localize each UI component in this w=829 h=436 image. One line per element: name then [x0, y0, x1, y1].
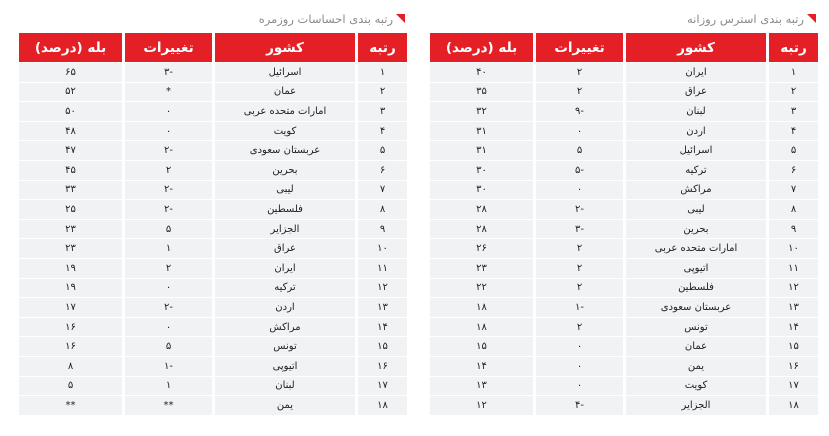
cell-change: ۰ [536, 181, 623, 200]
cell-change: ۰ [125, 122, 212, 141]
cell-country: اسرائیل [215, 63, 355, 82]
table-row [19, 396, 407, 415]
cell-rank: ۱۸ [769, 396, 818, 415]
header-row [430, 33, 818, 62]
cell-change: ۰ [125, 279, 212, 298]
table-row [430, 337, 818, 356]
table-row [19, 181, 407, 200]
cell-country: اتیوپی [215, 357, 355, 376]
cell-change: ۲ [536, 259, 623, 278]
cell-yes: ۱۹ [19, 259, 122, 278]
cell-rank: ۲ [769, 83, 818, 102]
cell-rank: ۹ [769, 220, 818, 239]
cell-rank: ۶ [358, 161, 407, 180]
cell-country: مراکش [626, 181, 766, 200]
cell-country: لبنان [626, 102, 766, 121]
cell-country: کویت [215, 122, 355, 141]
cell-country: الجزایر [215, 220, 355, 239]
cell-country: عربستان سعودی [215, 141, 355, 160]
cell-change: -۵ [536, 161, 623, 180]
cell-country: عمان [215, 83, 355, 102]
cell-rank: ۳ [769, 102, 818, 121]
daily-stress-table [427, 32, 821, 416]
cell-rank: ۱۶ [769, 357, 818, 376]
cell-yes: ۳۲ [430, 102, 533, 121]
cell-yes: ۳۱ [430, 141, 533, 160]
cell-yes: ۱۶ [19, 337, 122, 356]
cell-country: الجزایر [626, 396, 766, 415]
cell-change: -۲ [125, 200, 212, 219]
table-row [19, 102, 407, 121]
header-change: تغییرات [536, 33, 623, 62]
cell-rank: ۱۵ [358, 337, 407, 356]
cell-change: -۴ [536, 396, 623, 415]
cell-yes: ۱۸ [430, 298, 533, 317]
table-row [19, 279, 407, 298]
cell-change: -۲ [125, 181, 212, 200]
table-row [430, 357, 818, 376]
title-triangle-icon [807, 14, 816, 23]
cell-rank: ۱۴ [358, 318, 407, 337]
cell-change: -۱ [125, 357, 212, 376]
table-row [19, 63, 407, 82]
daily-emotions-table [16, 32, 410, 416]
cell-yes: ۲۸ [430, 220, 533, 239]
cell-yes: ۲۶ [430, 239, 533, 258]
cell-yes: ۲۵ [19, 200, 122, 219]
cell-yes: ۵۰ [19, 102, 122, 121]
cell-yes: ۳۳ [19, 181, 122, 200]
cell-country: تونس [215, 337, 355, 356]
cell-change: ۰ [536, 377, 623, 396]
cell-country: بحرین [215, 161, 355, 180]
cell-country: بحرین [626, 220, 766, 239]
table-row [430, 377, 818, 396]
cell-rank: ۱ [769, 63, 818, 82]
cell-rank: ۱۱ [769, 259, 818, 278]
cell-rank: ۱۳ [769, 298, 818, 317]
table-row [19, 141, 407, 160]
cell-country: ایران [215, 259, 355, 278]
cell-change: ۵ [125, 220, 212, 239]
cell-rank: ۸ [358, 200, 407, 219]
cell-rank: ۱۸ [358, 396, 407, 415]
table-row [19, 357, 407, 376]
cell-change: ۵ [536, 141, 623, 160]
cell-country: یمن [626, 357, 766, 376]
cell-rank: ۱۴ [769, 318, 818, 337]
cell-country: فلسطین [215, 200, 355, 219]
cell-change: -۹ [536, 102, 623, 121]
cell-change: -۲ [125, 141, 212, 160]
cell-country: یمن [215, 396, 355, 415]
table-row [19, 377, 407, 396]
cell-country: ایران [626, 63, 766, 82]
header-rank: رتبه [358, 33, 407, 62]
cell-country: اتیوپی [626, 259, 766, 278]
table-row [430, 102, 818, 121]
title-triangle-icon [396, 14, 405, 23]
cell-yes: ۸ [19, 357, 122, 376]
daily-emotions-panel [16, 8, 407, 416]
table-row [19, 161, 407, 180]
cell-yes: ۱۵ [430, 337, 533, 356]
table-row [19, 220, 407, 239]
cell-change: ۲ [536, 318, 623, 337]
table-row [430, 200, 818, 219]
table-row [19, 318, 407, 337]
cell-yes: ۲۳ [430, 259, 533, 278]
cell-yes: ۵۲ [19, 83, 122, 102]
table-row [19, 83, 407, 102]
cell-rank: ۹ [358, 220, 407, 239]
table-row [430, 259, 818, 278]
daily-emotions-title-text: رتبه بندی احساسات روزمره [258, 12, 393, 26]
cell-country: فلسطین [626, 279, 766, 298]
daily-emotions-title [16, 8, 407, 30]
cell-yes: ۲۸ [430, 200, 533, 219]
cell-country: لیبی [215, 181, 355, 200]
daily-stress-title-text: رتبه بندی استرس روزانه [687, 12, 804, 26]
cell-change: -۳ [125, 63, 212, 82]
cell-country: ترکیه [626, 161, 766, 180]
cell-yes: ۱۲ [430, 396, 533, 415]
cell-change: ۲ [536, 279, 623, 298]
cell-rank: ۱۲ [769, 279, 818, 298]
cell-rank: ۱۱ [358, 259, 407, 278]
cell-rank: ۱۶ [358, 357, 407, 376]
cell-yes: ۴۵ [19, 161, 122, 180]
cell-rank: ۱۳ [358, 298, 407, 317]
cell-rank: ۶ [769, 161, 818, 180]
cell-country: کویت [626, 377, 766, 396]
cell-yes: ۲۳ [19, 220, 122, 239]
cell-country: اردن [626, 122, 766, 141]
cell-rank: ۷ [769, 181, 818, 200]
cell-rank: ۵ [769, 141, 818, 160]
header-yes-percent: بله (درصد) [19, 33, 122, 62]
cell-yes: ۲۲ [430, 279, 533, 298]
table-row [19, 337, 407, 356]
cell-change: * [125, 83, 212, 102]
cell-rank: ۳ [358, 102, 407, 121]
cell-change: ۱ [125, 377, 212, 396]
cell-yes: ۴۸ [19, 122, 122, 141]
daily-stress-panel [427, 8, 818, 416]
cell-change: ۲ [125, 161, 212, 180]
cell-rank: ۱ [358, 63, 407, 82]
cell-yes: ۱۹ [19, 279, 122, 298]
cell-rank: ۱۲ [358, 279, 407, 298]
cell-change: -۳ [536, 220, 623, 239]
cell-rank: ۱۰ [769, 239, 818, 258]
cell-change: -۱ [536, 298, 623, 317]
header-row [19, 33, 407, 62]
table-row [19, 239, 407, 258]
table-row [430, 318, 818, 337]
table-row [19, 200, 407, 219]
daily-stress-title [427, 8, 818, 30]
cell-country: امارات متحده عربی [215, 102, 355, 121]
cell-yes: ۴۰ [430, 63, 533, 82]
cell-yes: ۲۳ [19, 239, 122, 258]
cell-change: -۲ [536, 200, 623, 219]
cell-country: عراق [626, 83, 766, 102]
cell-yes: ۳۵ [430, 83, 533, 102]
cell-yes: ۳۱ [430, 122, 533, 141]
table-row [430, 239, 818, 258]
cell-change: ۲ [125, 259, 212, 278]
cell-rank: ۱۰ [358, 239, 407, 258]
cell-change: ** [125, 396, 212, 415]
cell-yes: ۳۰ [430, 161, 533, 180]
cell-rank: ۱۷ [358, 377, 407, 396]
table-row [430, 279, 818, 298]
cell-yes: ۳۰ [430, 181, 533, 200]
cell-country: امارات متحده عربی [626, 239, 766, 258]
cell-yes: ۵ [19, 377, 122, 396]
cell-change: -۲ [125, 298, 212, 317]
cell-yes: ۱۸ [430, 318, 533, 337]
cell-yes: ۱۴ [430, 357, 533, 376]
cell-rank: ۵ [358, 141, 407, 160]
cell-yes: ۱۶ [19, 318, 122, 337]
cell-rank: ۴ [358, 122, 407, 141]
cell-rank: ۱۷ [769, 377, 818, 396]
cell-change: ۱ [125, 239, 212, 258]
cell-yes: ۱۳ [430, 377, 533, 396]
table-row [430, 63, 818, 82]
cell-change: ۵ [125, 337, 212, 356]
cell-country: لبنان [215, 377, 355, 396]
cell-change: ۰ [536, 357, 623, 376]
cell-change: ۲ [536, 63, 623, 82]
cell-country: لیبی [626, 200, 766, 219]
cell-change: ۰ [536, 122, 623, 141]
cell-country: ترکیه [215, 279, 355, 298]
cell-yes: ۱۷ [19, 298, 122, 317]
table-row [430, 83, 818, 102]
header-change: تغییرات [125, 33, 212, 62]
header-country: کشور [215, 33, 355, 62]
cell-rank: ۲ [358, 83, 407, 102]
cell-rank: ۷ [358, 181, 407, 200]
cell-country: عراق [215, 239, 355, 258]
cell-country: اردن [215, 298, 355, 317]
table-row [430, 141, 818, 160]
cell-rank: ۸ [769, 200, 818, 219]
table-row [430, 181, 818, 200]
table-row [430, 122, 818, 141]
table-row [19, 298, 407, 317]
cell-rank: ۱۵ [769, 337, 818, 356]
cell-change: ۲ [536, 83, 623, 102]
cell-change: ۲ [536, 239, 623, 258]
cell-yes: ** [19, 396, 122, 415]
cell-change: ۰ [125, 318, 212, 337]
table-row [430, 220, 818, 239]
table-row [19, 259, 407, 278]
header-country: کشور [626, 33, 766, 62]
cell-change: ۰ [536, 337, 623, 356]
cell-country: اسرائیل [626, 141, 766, 160]
header-yes-percent: بله (درصد) [430, 33, 533, 62]
table-row [430, 298, 818, 317]
cell-yes: ۶۵ [19, 63, 122, 82]
cell-country: تونس [626, 318, 766, 337]
cell-country: مراکش [215, 318, 355, 337]
table-row [430, 161, 818, 180]
cell-rank: ۴ [769, 122, 818, 141]
cell-yes: ۴۷ [19, 141, 122, 160]
cell-country: عمان [626, 337, 766, 356]
cell-country: عربستان سعودی [626, 298, 766, 317]
table-row [430, 396, 818, 415]
header-rank: رتبه [769, 33, 818, 62]
table-row [19, 122, 407, 141]
cell-change: ۰ [125, 102, 212, 121]
